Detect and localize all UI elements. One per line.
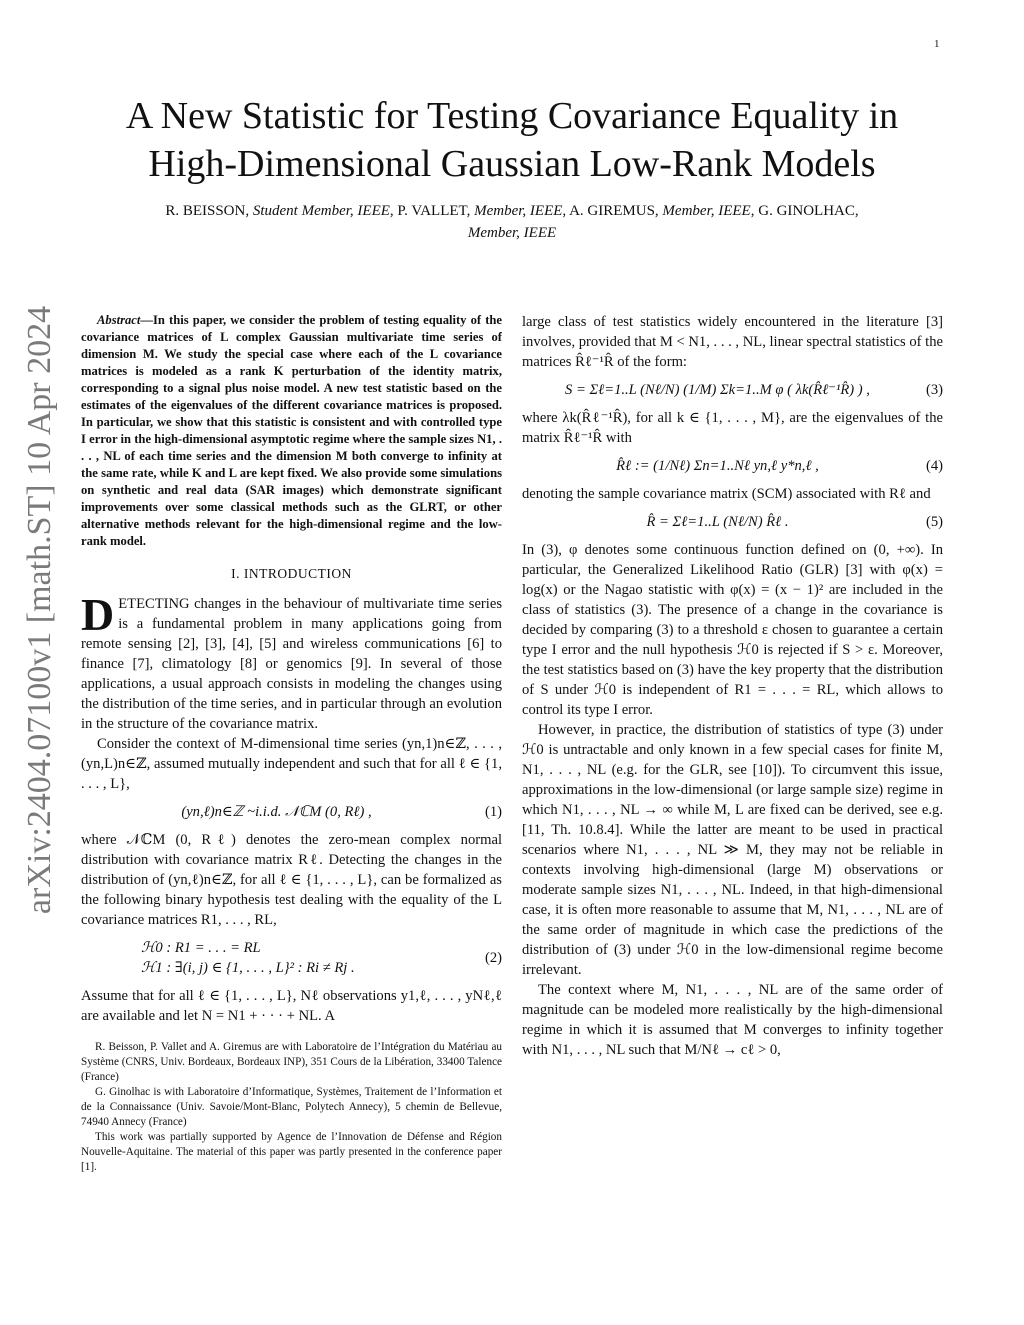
author-line-1 [70,200,954,222]
equation-2 [81,938,502,978]
right-paragraph-5: However, in practice, the distribution of statistics of type (3) under ℋ0 is untractable and only known in a few special cases for finite M, N1, . . . , NL (e.g. for the GLR, see [10]). To circumvent this issue, approximations in the low-dimensional (or large sample size) regime in which N1, . . . , NL → ∞ while M, L are fixed can be derived, see e.g. [11, Th. 10.8.4]. While the latter are meant to be used in practical scenarios where N1, . . . , NL ≫ M, they may not be reliable in contexts involving high-dimensional (large M) observations or moderate sample sizes N1, . . . , NL. Indeed, in that high-dimensional case, it is often more reasonable to assume that M, N1, . . . , NL are of the same order of magnitude in which case the predictions of the distribution of (3) under ℋ0 in the low-dimensional regime become irrelevant. [522,722,943,978]
intro-paragraph-1-text: ETECTING changes in the behaviour of multivariate time series is a fundamental problem in many applications going from remote sensing [2], [3], [4], [5] and wireless communications [6] to finance [7], climatology [8] or genomics [9]. In several of those applications, a usual approach consists in modeling the changes using the distribution of the time series, and in particular through an evolution in the structure of the covariance matrix. [81,596,502,732]
author-2: , P. VALLET, [389,203,475,219]
left-column [81,312,502,1175]
equation-1-number: (1) [484,804,502,820]
arxiv-stamp: arXiv:2404.07100v1 [math.ST] 10 Apr 2024 [21,305,58,915]
paper-title [60,92,964,188]
abstract [81,312,502,550]
right-column [522,312,943,1060]
author-4-role: Member, IEEE [467,225,557,241]
author-1-role: Student Member, IEEE [252,203,390,219]
equation-3 [522,380,943,400]
author-2-role: Member, IEEE [474,203,563,219]
intro-paragraph-3: where 𝒩ℂM (0, Rℓ) denotes the zero-mean complex normal distribution with covariance matrix Rℓ. Detecting the changes in the distribution of (yn,ℓ)n∈ℤ, for all ℓ ∈ {1, . . . , L}, can be formalized as the following binary hypothesis test dealing with the equality of the L covariance matrices R1, . . . , RL, [81,832,502,928]
title-line-2: High-Dimensional Gaussian Low-Rank Models [148,143,876,185]
right-paragraph-2: where λk(R̂ℓ⁻¹R̂), for all k ∈ {1, . . . , M}, are the eigenvalues of the matrix R̂ℓ⁻¹R̂ with [522,410,943,446]
equation-1 [81,802,502,822]
author-3: , A. GIREMUS, [562,203,663,219]
right-paragraph-6: The context where M, N1, . . . , NL are of the same order of magnitude can be modeled more realistically by the high-dimensional regime in which it is assumed that M converges to infinity together with N1, . . . , NL such that M/Nℓ → cℓ > 0, [522,982,943,1058]
equation-2-line-2: ℋ1 : ∃(i, j) ∈ {1, . . . , L}² : Ri ≠ Rj . [141,960,355,976]
equation-4-number: (4) [925,458,943,474]
equation-4 [522,456,943,476]
equation-5 [522,512,943,532]
equation-2-line-1: ℋ0 : R1 = . . . = RL [141,940,261,956]
equation-5-body: R̂ = Σℓ=1..L (Nℓ/N) R̂ℓ . [646,514,789,530]
footnote-2: G. Ginolhac is with Laboratoire d’Informatique, Systèmes, Traitement de l’Information et de la Connaissance (Univ. Savoie/Mont-Blanc, Polytech Annecy), 5 chemin de Bellevue, 74940 Annecy (France) [81,1086,502,1128]
equation-3-number: (3) [925,382,943,398]
page-number: 1 [934,38,940,50]
author-list [70,200,954,244]
author-4: , G. GINOLHAC, [750,203,859,219]
equation-4-body: R̂ℓ := (1/Nℓ) Σn=1..Nℓ yn,ℓ y*n,ℓ , [616,458,819,474]
equation-3-body: S = Σℓ=1..L (Nℓ/N) (1/M) Σk=1..M φ ( λk(R̂ℓ⁻¹R̂) ) , [565,382,870,398]
author-1: R. BEISSON, [165,203,253,219]
right-paragraph-1: large class of test statistics widely encountered in the literature [3] involves, provided that M < N1, . . . , NL, linear spectral statistics of the matrices R̂ℓ⁻¹R̂ of the form: [522,314,943,370]
footnote-spacer [81,1026,502,1040]
intro-paragraph-4: Assume that for all ℓ ∈ {1, . . . , L}, Nℓ observations y1,ℓ, . . . , yNℓ,ℓ are available and let N = N1 + · · · + NL. A [81,988,502,1024]
section-heading: I. INTRODUCTION [231,566,352,581]
abstract-text: —In this paper, we consider the problem of testing equality of the covariance matrices of L complex Gaussian multivariate time series of dimension M. We study the special case where each of the L covariance matrices is modeled as a rank K perturbation of the identity matrix, corresponding to a signal plus noise model. A new test statistic based on the estimates of the eigenvalues of the different covariance matrices is proposed. In particular, we show that this statistic is consistent and with controlled type I error in the high-dimensional asymptotic regime where the sample sizes N1, . . . , NL of each time series and the dimension M both converge to infinity at the same rate, while K and L are kept fixed. We also provide some simulations on synthetic and real data (SAR images) which demonstrate significant improvements over some classical methods such as the GLRT, or other alternative methods relevant for the high-dimensional regime and the low-rank model. [81,313,502,548]
author-3-role: Member, IEEE [662,203,751,219]
right-paragraph-4: In (3), φ denotes some continuous function defined on (0, +∞). In particular, the Generalized Likelihood Ratio (GLR) [3] with φ(x) = log(x) or the Nagao statistic with φ(x) = (x − 1)² are included in the class of statistics (3). The presence of a change in the covariance is decided by comparing (3) to a threshold ε chosen to guarantee a certain type I error and the null hypothesis ℋ0 is rejected if S > ε. Moreover, the test statistics based on (3) have the key property that the distribution of S under ℋ0 is independent of R1 = . . . = RL, which allows to control its type I error. [522,542,943,718]
equation-2-body [81,938,472,978]
equation-2-number: (2) [484,950,502,966]
drop-cap: D [81,589,115,640]
intro-paragraph-2: Consider the context of M-dimensional time series (yn,1)n∈ℤ, . . . , (yn,L)n∈ℤ, assumed mutually independent and such that for all ℓ ∈ {1, . . . , L}, [81,736,502,792]
intro-paragraph-1 [81,589,502,734]
footnote-3: This work was partially supported by Agence de l’Innovation de Défense and Région Nouvelle-Aquitaine. The material of this paper was partly presented in the conference paper [1]. [81,1131,502,1173]
equation-1-body: (yn,ℓ)n∈ℤ ~i.i.d. 𝒩ℂM (0, Rℓ) , [181,804,372,820]
equation-5-number: (5) [925,514,943,530]
right-paragraph-3: denoting the sample covariance matrix (SCM) associated with Rℓ and [522,486,931,502]
title-line-1: A New Statistic for Testing Covariance Equality in [125,95,899,137]
footnote-1: R. Beisson, P. Vallet and A. Giremus are with Laboratoire de l’Intégration du Matériau au Système (CNRS, Univ. Bordeaux, Bordeaux INP), 351 Cours de la Libération, 33400 Talence (France) [81,1041,502,1083]
abstract-lead: Abstract [97,313,141,327]
